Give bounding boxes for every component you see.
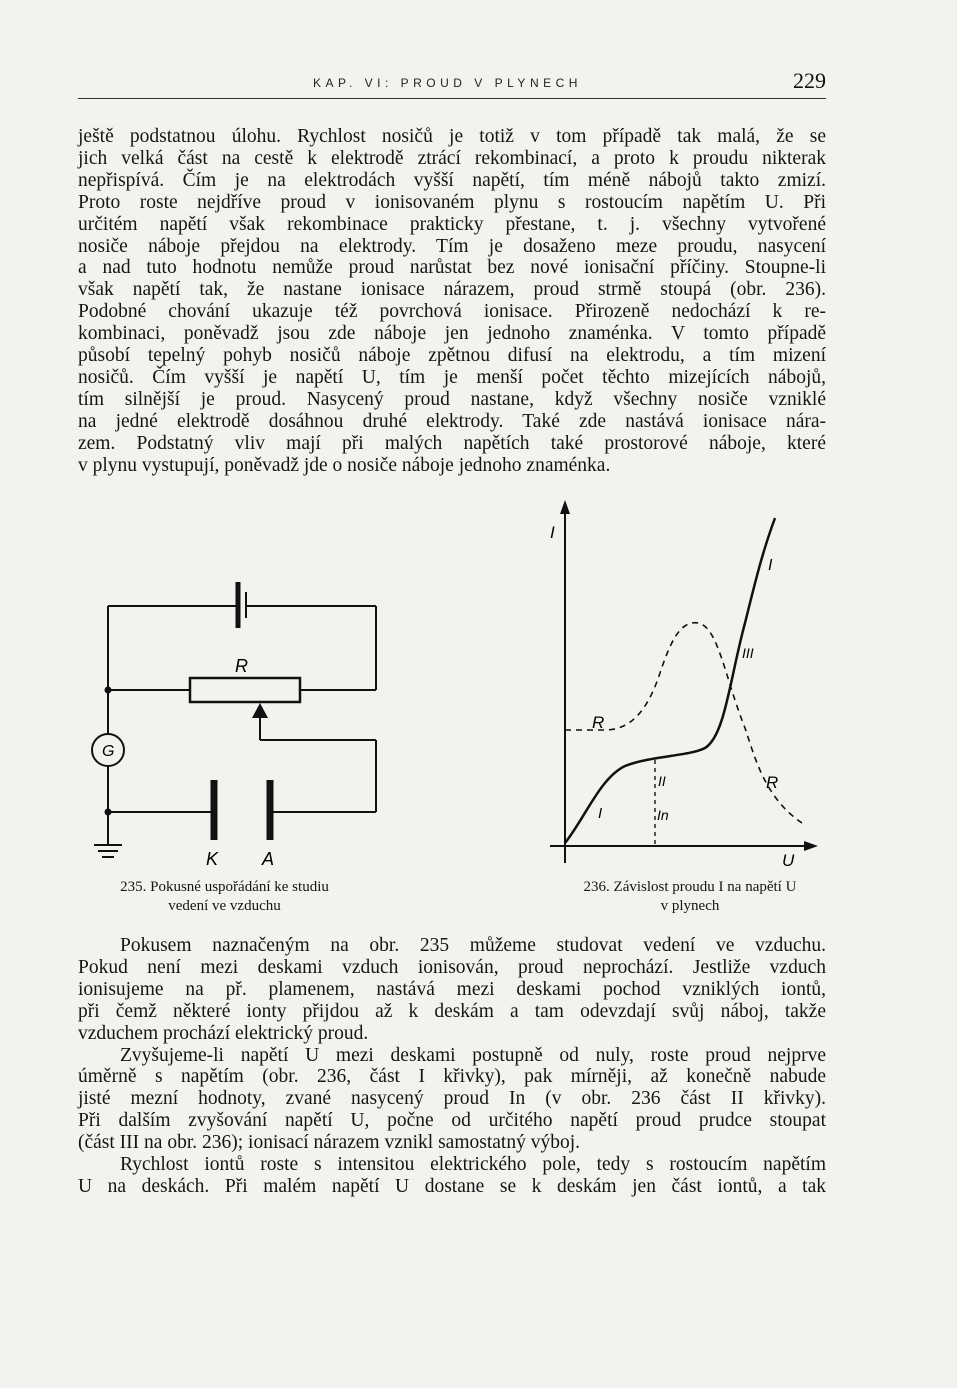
page-number: 229 <box>793 68 826 93</box>
text-line: Zvyšujeme-li napětí U mezi deskami postupně od nuly, roste proud nejprve <box>120 1044 826 1066</box>
y-axis-label: I <box>550 523 555 542</box>
x-axis-label: U <box>782 851 795 870</box>
text-line: ještě podstatnou úlohu. Rychlost nosičů je totiž v tom případě tak malá, že se <box>78 126 826 147</box>
text-line: určitém napětí však rekombinace prakticky přestane, t. j. všechny vytvořené <box>78 213 826 235</box>
text-line: Pokud není mezi deskami vzduch ionisován, proud neprochází. Jestliže vzduch <box>78 956 826 978</box>
text-line: a nad tuto hodnotu nemůže proud narůstat bez nové ionisační příčiny. Stoupne-li <box>78 257 826 279</box>
text-line: (část III na obr. 236); ionisací nárazem vznikl samostatný výboj. <box>78 1132 580 1154</box>
text-line: v plynu vystupují, poněvadž jde o nosiče náboje jednoho znaménka. <box>78 454 611 476</box>
text-line: při čemž některé ionty přijdou až k deskám a tam odevzdají svůj náboj, takže <box>78 1000 826 1022</box>
text-line: jisté mezní hodnoty, zvané nasycený proud In (v obr. 236 část II křivky). <box>78 1088 826 1110</box>
text-line: Podobné chování ukazuje též povrchová ionisace. Přirozeně nedochází k re- <box>78 301 826 323</box>
caption-line: 236. Závislost proudu I na napětí U <box>583 879 797 895</box>
text-line: Proto roste nejdříve proud v ionisovaném plynu s rostoucím napětím U. Při <box>78 191 826 213</box>
label-i-n: In <box>657 807 669 823</box>
paragraph-top <box>78 126 826 477</box>
y-axis-arrow-icon <box>560 500 570 514</box>
label-g: G <box>102 743 115 760</box>
x-axis-arrow-icon <box>804 841 818 851</box>
label-part-ii: II <box>658 773 666 789</box>
caption-235 <box>72 878 377 916</box>
text-line: nosiče náboje přejdou na elektrody. Tím je dosaženo meze proudu, nasycení <box>78 235 826 257</box>
text-line: nosičů. Čím vyšší je napětí U, tím je menší počet těchto mizejících nábojů, <box>78 366 826 388</box>
label-part-i: I <box>598 805 603 822</box>
running-head: KAP. VI: PROUD V PLYNECH <box>313 76 582 90</box>
text-line: ionisujeme na př. plamenem, nastává mezi deskami pochod vzniklých iontů, <box>78 978 826 1000</box>
text-line: zem. Podstatný vliv mají při malých napětích také prostorové náboje, které <box>78 432 826 454</box>
figure-236-graph <box>540 498 830 876</box>
text-line: na jedné elektrodě dosáhnou druhé elektrody. Také zde nastává ionisace nára- <box>78 410 826 432</box>
paragraph-bottom <box>78 935 826 1198</box>
text-line: Při dalším zvyšování napětí U, počne od určitého napětí proud prudce stoupat <box>78 1110 826 1132</box>
slider-arrow-icon <box>252 703 268 718</box>
text-line: vzduchem prochází elektrický proud. <box>78 1022 369 1044</box>
text-line: úměrně s napětím (obr. 236, část I křivky), pak mírněji, až konečně nabude <box>78 1066 826 1088</box>
label-r-right: R <box>766 773 779 792</box>
caption-236 <box>545 878 835 916</box>
label-upper-i: I <box>768 557 773 574</box>
text-line: jich velká část na cestě k elektrodě ztrácí rekombinací, a proto k proudu nikterak <box>78 147 826 169</box>
current-curve <box>565 518 775 843</box>
text-line: nepřispívá. Čím je na elektrodách vyšší napětí, tím méně nábojů takto zmizí. <box>78 169 826 191</box>
label-k: K <box>206 849 219 869</box>
text-line: Rychlost iontů roste s intensitou elektrického pole, tedy s rostoucím napětím <box>120 1154 826 1176</box>
caption-line: 235. Pokusné uspořádání ke studiu <box>120 879 329 895</box>
page-header <box>78 70 826 99</box>
figure-235-circuit <box>80 570 380 870</box>
label-r-left: R <box>592 713 605 732</box>
caption-line: v plynech <box>660 898 720 914</box>
label-a: A <box>262 849 275 869</box>
caption-line: vedení ve vzduchu <box>168 898 281 914</box>
text-line: však napětí tak, že nastane ionisace nárazem, proud strmě stoupá (obr. 236). <box>78 279 826 301</box>
text-line: kombinaci, poněvadž jsou zde náboje jen jednoho znaménka. V tomto případě <box>78 323 826 345</box>
label-part-iii: III <box>742 645 754 661</box>
text-line: Pokusem naznačeným na obr. 235 můžeme studovat vedení ve vzduchu. <box>120 935 826 956</box>
label-r: R <box>235 656 248 676</box>
text-line: tím silnější je proud. Nasycený proud nastane, když všechny nosiče vzniklé <box>78 388 826 410</box>
text-line: působí tepelný pohyb nosičů náboje zpětnou difusí na elektrodu, a tím mizení <box>78 345 826 367</box>
text-line: U na deskách. Při malém napětí U dostane se k deskám jen část iontů, a tak <box>78 1175 826 1197</box>
